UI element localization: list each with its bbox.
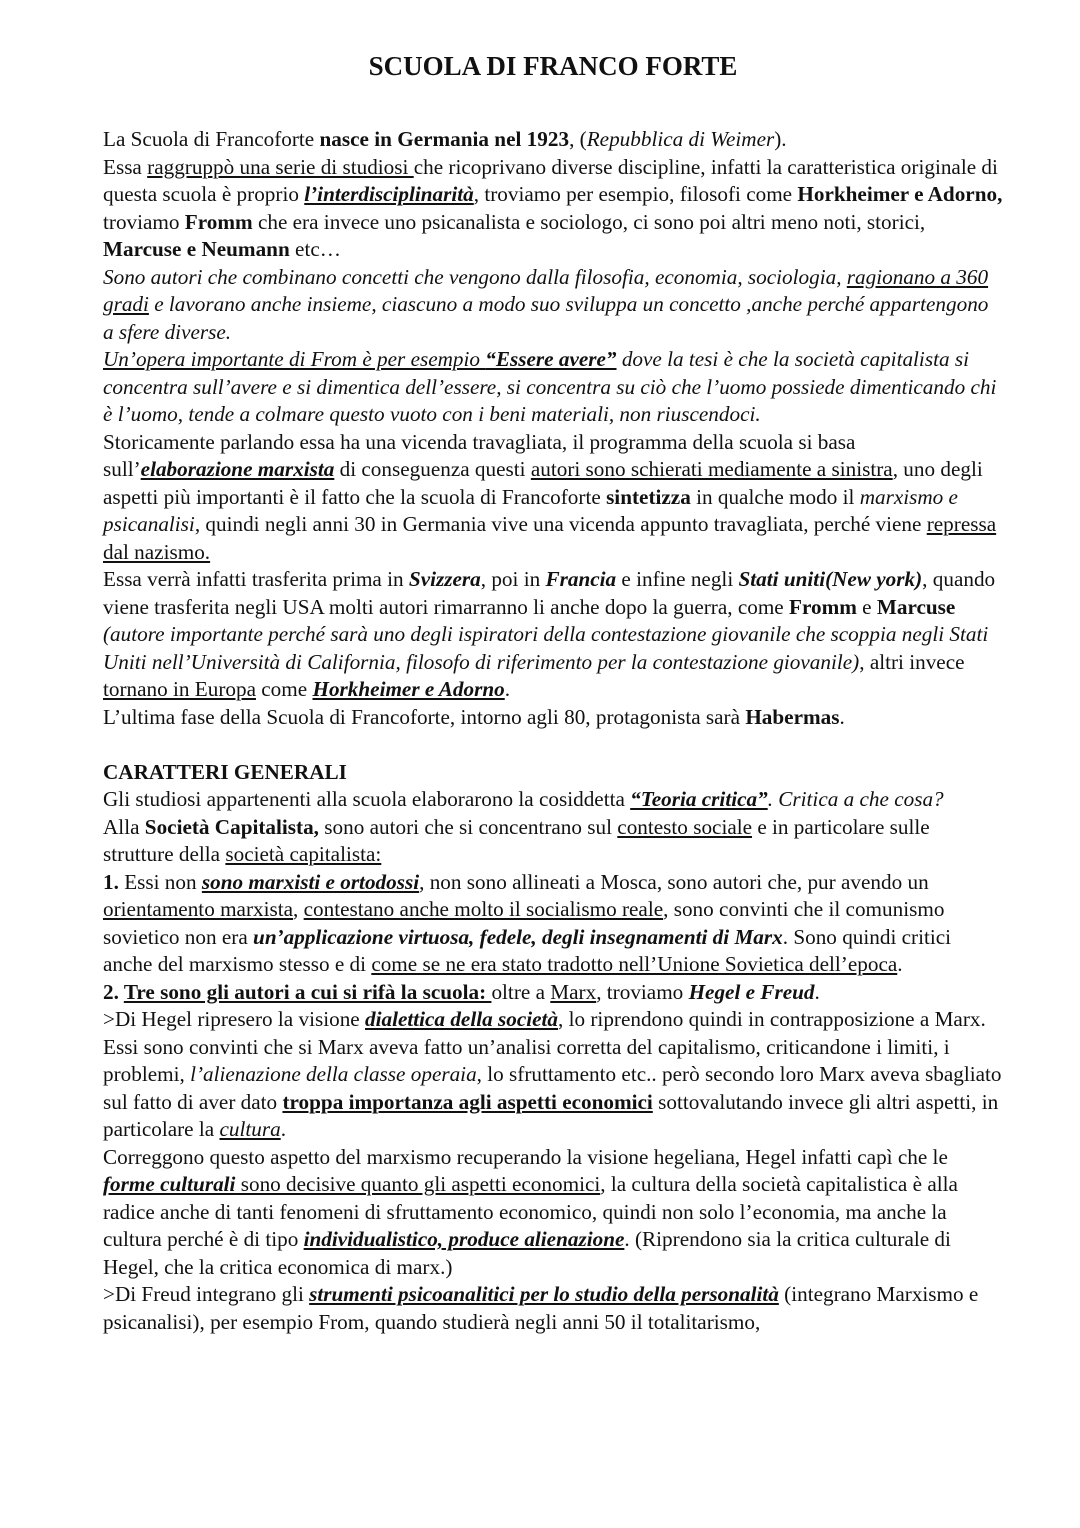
text-run: , lo sfruttamento etc.. però secondo loro Marx aveva sbagliato sul fatto di aver dato — [103, 1062, 1002, 1114]
text-run: Essa — [103, 154, 148, 179]
text-run: La Scuola di Francoforte — [103, 127, 320, 151]
text-run: e lavorano anche insieme, ciascuno a modo suo sviluppa un concetto ,anche perché appartengono a sfere diverse. — [103, 292, 989, 344]
text-run: che ricoprivano diverse discipline, infatti la caratteristica originale di questa scuola è proprio — [103, 154, 998, 206]
text-run: . — [280, 1117, 286, 1141]
text-run: Un’opera importante di From è per esempio — [103, 347, 486, 371]
paragraph — [103, 1144, 1003, 1282]
text-run: di conseguenza questi — [334, 457, 531, 481]
text-run: come se ne era stato tradotto nell’Unione Sovietica dell’epoca — [371, 952, 898, 976]
paragraph — [103, 154, 1003, 264]
text-run: , ( — [569, 127, 587, 151]
text-run: autori sono schierati mediamente a sinistra — [530, 457, 893, 481]
text-run: , quindi negli anni 30 in Germania vive una vicenda appunto travagliata, perché viene — [194, 512, 927, 536]
text-run: , non sono allineati a Mosca, sono autori che, pur avendo un — [419, 869, 929, 894]
text-run: troviamo — [103, 209, 185, 234]
paragraph — [103, 704, 1003, 732]
text-run: , altri invece — [859, 649, 965, 674]
text-run: e in particolare sulle strutture della — [103, 814, 930, 866]
text-run: Fromm — [789, 594, 857, 619]
text-run: “Essere avere” — [485, 347, 617, 371]
text-run: (autore importante perché sarà uno degli ispiratori della contestazione giovanile che scoppia negli Stati Uniti nell’Università di California, filosofo di riferimento per la contestazione giovanile) — [103, 622, 989, 674]
text-run: sintetizza — [606, 484, 691, 509]
text-run: 1. — [103, 869, 119, 894]
text-run: società capitalista: — [225, 842, 382, 866]
text-run: Tre sono gli autori a cui si rifà la scuola: — [123, 979, 492, 1004]
text-run: Storicamente parlando essa ha una vicenda travagliata, il programma della scuola si basa sull’ — [103, 429, 856, 481]
text-run: 2. — [103, 979, 124, 1004]
text-run: repressa dal nazismo. — [103, 512, 997, 564]
paragraph — [103, 814, 1003, 869]
text-run: elaborazione marxista — [140, 457, 335, 481]
text-run: . (Riprendono sia la critica culturale di Hegel, che la critica economica di marx.) — [103, 1227, 951, 1279]
text-run: (integrano Marxismo e psicanalisi), per esempio From, quando studierà negli anni 50 il totalitarismo, — [103, 1282, 979, 1334]
text-run: raggruppò una serie di studiosi — [147, 154, 414, 179]
text-run: , uno degli aspetti più importanti è il fatto che la scuola di Francoforte — [103, 457, 983, 509]
paragraph — [103, 429, 1003, 567]
text-run: dove la tesi è che la società capitalista si concentra sull’avere e si dimentica dell’essere, si concentra su ciò che l’uomo possiede dimenticando chi è l’uomo, tende a colmare questo vuoto con i beni materiali, non riuscendoci. — [103, 347, 997, 426]
paragraph — [103, 786, 1003, 814]
text-run: , quando viene trasferita negli USA molti autori rimarranno li anche dopo la guerra, come — [103, 567, 996, 619]
text-run: >Di Freud integrano gli — [103, 1282, 310, 1306]
text-run: >Di Hegel ripresero la visione — [103, 1007, 365, 1031]
text-run: contesto sociale — [617, 814, 753, 839]
text-run: , sono convinti che il comunismo sovietico non era — [103, 897, 945, 949]
text-run: in qualche modo il — [690, 484, 860, 509]
text-run: Gli studiosi appartenenti alla scuola elaborarono la cosiddetta — [103, 787, 631, 811]
text-run: Hegel e Freud — [688, 979, 815, 1004]
text-run: cultura — [219, 1117, 281, 1141]
text-run: contestano anche molto il socialismo reale — [303, 897, 664, 921]
list-item — [103, 979, 1003, 1007]
text-run: Marx — [550, 979, 597, 1004]
paragraph — [103, 566, 1003, 704]
text-run: come — [255, 677, 313, 701]
text-run: ). — [774, 127, 787, 151]
text-run: Marcuse e Neumann — [103, 237, 290, 261]
text-run: Stati uniti(New york) — [738, 567, 923, 591]
text-run: . — [814, 979, 820, 1004]
text-run: Società Capitalista, — [144, 814, 319, 839]
text-run: forme culturali — [103, 1172, 236, 1196]
text-run: Sono autori che combinano concetti che vengono dalla filosofia, economia, sociologia, — [103, 264, 847, 289]
text-run: Correggono questo aspetto del marxismo recuperando la visione hegeliana, Hegel infatti capì che le — [103, 1144, 948, 1169]
text-run: Fromm — [184, 209, 253, 234]
text-run: sono decisive quanto gli aspetti economici — [235, 1172, 601, 1196]
text-run: ragionano a 360 gradi — [103, 264, 989, 316]
text-run: Alla — [103, 814, 145, 839]
text-run: . — [839, 704, 845, 729]
text-run: e infine negli — [616, 567, 739, 591]
text-run: Horkheimer e Adorno — [312, 677, 505, 701]
text-run: , troviamo — [596, 979, 689, 1004]
text-run: Horkheimer e Adorno, — [797, 182, 1003, 206]
list-item — [103, 869, 1003, 979]
text-run: troppa importanza agli aspetti economici — [282, 1089, 653, 1114]
document-page — [103, 50, 1003, 1336]
text-run: e — [856, 594, 877, 619]
paragraph — [103, 346, 1003, 429]
paragraph — [103, 1006, 1003, 1144]
text-run: , troviamo per esempio, filosofi come — [473, 182, 798, 206]
text-run: Habermas — [745, 704, 840, 729]
text-run: etc… — [289, 237, 341, 261]
text-run: Francia — [545, 567, 617, 591]
blank-line — [103, 731, 1003, 759]
text-run: l’alienazione della classe operaia — [190, 1062, 477, 1086]
text-run: Essa verrà infatti trasferita prima in — [103, 567, 409, 591]
text-run: individualistico, produce alienazione — [303, 1227, 625, 1251]
text-run: marxismo e psicanalisi — [103, 484, 958, 536]
text-run: che era invece uno psicanalista e sociologo, ci sono poi altri meno noti, storici, — [252, 209, 926, 234]
text-run: dialettica della società — [365, 1007, 558, 1031]
text-run: , poi in — [480, 567, 546, 591]
text-run: tornano in Europa — [103, 677, 256, 701]
text-run: . — [504, 677, 511, 701]
paragraph — [103, 126, 1003, 154]
text-run: sottovalutando invece gli altri aspetti, in particolare la — [103, 1089, 999, 1141]
text-run: Essi non — [118, 869, 202, 894]
paragraph — [103, 1281, 1003, 1336]
text-run: strumenti psicoanalitici per lo studio della personalità — [309, 1282, 779, 1306]
text-run: nasce in Germania nel 1923 — [319, 127, 570, 151]
text-run: . Sono quindi critici anche del marxismo stesso e di — [103, 924, 952, 976]
text-run: Marcuse — [876, 594, 956, 619]
section-heading: CARATTERI GENERALI — [103, 759, 347, 784]
text-run: L’ultima fase della Scuola di Francoforte, intorno agli 80, protagonista sarà — [103, 704, 746, 729]
document-body — [103, 126, 1003, 1336]
document-title: SCUOLA DI FRANCO FORTE — [368, 51, 738, 81]
paragraph — [103, 264, 1003, 347]
text-run: orientamento marxista — [103, 897, 294, 921]
text-run: oltre a — [491, 979, 551, 1004]
text-run: , lo riprendono quindi in contrapposizione a Marx. Essi sono convinti che si Marx aveva fatto un’analisi corretta del capitalismo, criticandone i limiti, i problemi, — [103, 1007, 986, 1086]
text-run: sono marxisti e ortodossi — [201, 869, 420, 894]
text-run: , — [293, 897, 304, 921]
text-run: l’interdisciplinarità — [304, 182, 474, 206]
text-run: Repubblica di Weimer — [586, 127, 775, 151]
text-run: “Teoria critica” — [630, 787, 768, 811]
text-run: . Critica a che cosa? — [767, 787, 944, 811]
text-run: . — [897, 952, 903, 976]
text-run: , la cultura della società capitalistica è alla radice anche di tanti fenomeni di sfruttamento economico, quindi non solo l’economia, ma anche la cultura perché è di tipo — [103, 1172, 958, 1251]
text-run: sono autori che si concentrano sul — [318, 814, 618, 839]
text-run: un’applicazione virtuosa, fedele, degli insegnamenti di Marx — [253, 924, 783, 949]
text-run: Svizzera — [408, 567, 481, 591]
